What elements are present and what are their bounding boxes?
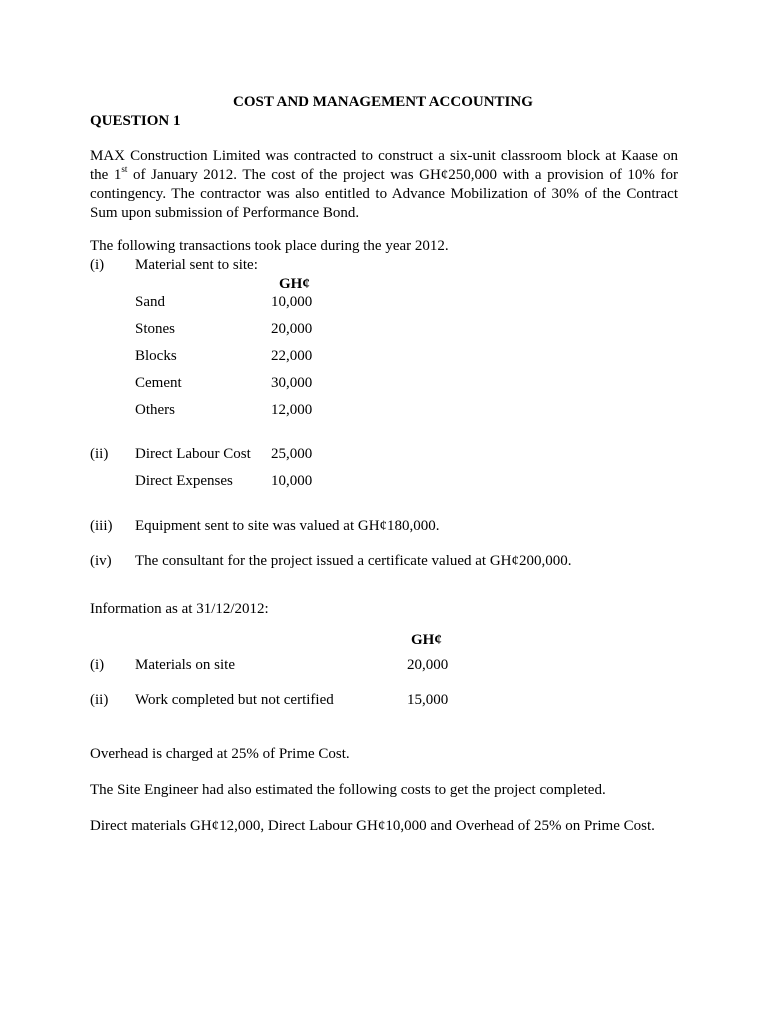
intro-line-2 (90, 166, 678, 185)
document-title: COST AND MANAGEMENT ACCOUNTING (233, 94, 533, 110)
item-iv-number: (iv) (90, 553, 112, 569)
engineer-text: The Site Engineer had also estimated the following costs to get the project completed. (90, 782, 606, 798)
intro-line-4: Sum upon submission of Performance Bond. (90, 205, 360, 221)
material-name: Others (135, 402, 175, 418)
cost-value: 25,000 (271, 446, 313, 462)
item-iv-text: The consultant for the project issued a certificate valued at GH¢200,000. (135, 553, 572, 569)
item-iii-text: Equipment sent to site was valued at GH¢180,000. (135, 518, 440, 534)
material-value: 12,000 (271, 402, 313, 418)
info-row-value: 15,000 (407, 692, 449, 708)
cost-value: 10,000 (271, 473, 313, 489)
info-row-name: Work completed but not certified (135, 692, 334, 708)
intro-line-2-start: the 1 (90, 167, 122, 183)
direct-costs-text: Direct materials GH¢12,000, Direct Labour GH¢10,000 and Overhead of 25% on Prime Cost. (90, 818, 655, 834)
info-row-value: 20,000 (407, 657, 449, 673)
info-row-number: (i) (90, 657, 105, 673)
material-value: 30,000 (271, 375, 313, 391)
material-name: Stones (135, 321, 176, 337)
overhead-text: Overhead is charged at 25% of Prime Cost. (90, 746, 350, 762)
item-ii-number: (ii) (90, 446, 109, 462)
info-row-name: Materials on site (135, 657, 235, 673)
item-i-label: Material sent to site: (135, 257, 258, 273)
material-name: Sand (135, 294, 165, 310)
item-iii-number: (iii) (90, 518, 113, 534)
material-value: 22,000 (271, 348, 313, 364)
materials-currency-header: GH¢ (279, 276, 310, 292)
ordinal-superscript: st (121, 164, 128, 174)
intro-line-1: MAX Construction Limited was contracted to construct a six-unit classroom block at Kaase on (90, 148, 678, 164)
question-heading: QUESTION 1 (90, 113, 181, 129)
material-value: 20,000 (271, 321, 313, 337)
material-name: Cement (135, 375, 182, 391)
cost-name: Direct Labour Cost (135, 446, 251, 462)
material-value: 10,000 (271, 294, 313, 310)
intro-paragraph (90, 147, 678, 223)
cost-name: Direct Expenses (135, 473, 233, 489)
info-currency-header: GH¢ (411, 632, 442, 648)
info-row-number: (ii) (90, 692, 109, 708)
intro-line-2-rest: of January 2012. The cost of the project was GH¢250,000 with a provision of 10% for (127, 167, 678, 183)
intro-line-3: contingency. The contractor was also entitled to Advance Mobilization of 30% of the Contract (90, 186, 678, 202)
material-name: Blocks (135, 348, 177, 364)
item-i-number: (i) (90, 257, 105, 273)
info-heading: Information as at 31/12/2012: (90, 601, 269, 617)
transactions-intro: The following transactions took place during the year 2012. (90, 238, 449, 254)
